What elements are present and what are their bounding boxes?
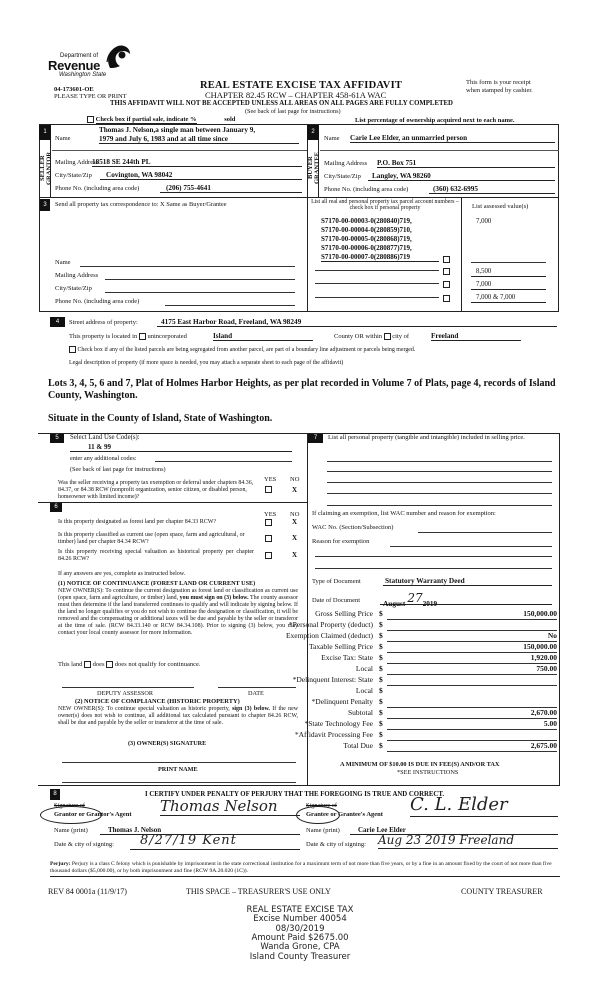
excise-tax-local-row: Local $ 750.00 xyxy=(355,664,557,673)
values-header: List assessed value(s) xyxy=(472,203,529,210)
does-not-checkbox[interactable] xyxy=(106,661,113,668)
grantee-sig-label-2: Grantee or Grantee's Agent xyxy=(306,811,383,818)
stamp-date: 08/30/2019 xyxy=(275,923,325,934)
section-7-badge: 7 xyxy=(308,434,323,443)
current-use-question: Is this property classified as current use (open space, farm and agricultural, or timber) land per chapter 84.34 RCW? xyxy=(58,532,245,545)
see-back-note: (See back of last page for instructions) xyxy=(245,108,341,115)
please-type: PLEASE TYPE OR PRINT xyxy=(54,93,127,100)
exemption-claimed[interactable]: No xyxy=(387,632,557,642)
reason-field[interactable] xyxy=(390,546,552,547)
grantee-circle xyxy=(296,806,340,824)
county-or-label: County OR within xyxy=(334,333,383,340)
print-name-field[interactable] xyxy=(62,782,187,783)
personal-property-field[interactable] xyxy=(327,471,552,472)
wac-field[interactable] xyxy=(418,532,552,533)
grantor-signature[interactable]: Thomas Nelson xyxy=(160,798,300,816)
receipt-note-2: when stamped by cashier. xyxy=(466,87,533,94)
segregated-checkbox[interactable] xyxy=(69,346,76,353)
perjury-label: Perjury: xyxy=(50,861,71,867)
buyer-mailing-label: Mailing Address xyxy=(324,160,368,167)
form-id: 04-173601-OE xyxy=(54,86,94,93)
partial-sale-row xyxy=(87,116,235,123)
legal-description: Lots 3, 4, 5, 6 and 7, Plat of Holmes Harbor Heights, as per plat recorded in Volume 7 of Plats, page 4, records of Island County, Washington. xyxy=(48,378,556,402)
historical-no-mark[interactable]: X xyxy=(292,551,298,559)
excise-tax-local[interactable]: 750.00 xyxy=(387,665,557,675)
taxable-selling-price[interactable]: 150,000.00 xyxy=(387,643,557,653)
perjury-notice xyxy=(50,861,560,877)
doc-date-day: 27 xyxy=(407,591,423,605)
notice2-bold: sign (3) below. xyxy=(232,706,270,712)
corr-mailing-label: Mailing Address xyxy=(55,272,99,279)
seller-city-label: City/State/Zip xyxy=(55,172,92,179)
current-use-no-mark[interactable]: X xyxy=(292,534,298,542)
personal-property-field[interactable] xyxy=(327,505,552,506)
buyer-city-label: City/State/Zip xyxy=(324,173,361,180)
affidavit-processing-fee-row: *Affidavit Processing Fee $ xyxy=(305,731,595,741)
qualify-row xyxy=(58,661,201,668)
reason-field[interactable] xyxy=(315,568,552,569)
historical-yes-checkbox[interactable] xyxy=(265,552,272,559)
seller-grantor-label: SELLER GRANTOR xyxy=(39,151,53,185)
excise-tax-state[interactable]: 1,920.00 xyxy=(387,654,557,664)
delinquent-interest-state[interactable] xyxy=(387,676,557,686)
see-instructions: *SEE INSTRUCTIONS xyxy=(397,769,459,776)
land-use-codes[interactable]: 11 & 99 xyxy=(70,443,292,452)
see-back-label: (See back of last page for instructions) xyxy=(70,466,166,473)
current-use-yes-checkbox[interactable] xyxy=(265,535,272,542)
grantee-name-label: Name (print) xyxy=(306,827,340,834)
city-of-label: city of xyxy=(392,333,410,340)
s6-yes-header: YES xyxy=(264,511,277,518)
city-checkbox[interactable] xyxy=(384,333,391,340)
notice1-bold: you must sign on (3) below. xyxy=(179,595,249,602)
state-technology-fee-row: *State Technology Fee $ 5.00 xyxy=(304,719,557,728)
buyer-phone-label: Phone No. (including area code) xyxy=(324,186,409,193)
grantor-date-city[interactable]: 8/27/19 Kent xyxy=(130,834,300,850)
grantor-date-label: Date & city of signing: xyxy=(54,841,114,848)
seller-phone[interactable]: (206) 755-4641 xyxy=(160,184,302,193)
grantee-signature[interactable]: C. L. Elder xyxy=(410,795,558,817)
personal-property-checkbox[interactable] xyxy=(443,295,450,302)
logo-revenue-text: Revenue xyxy=(48,58,101,73)
seller-name-line1[interactable]: Thomas J. Nelson,a single man between January 9, xyxy=(99,126,256,134)
deputy-assessor-label: DEPUTY ASSESSOR xyxy=(97,690,153,697)
land-use-label: Select Land Use Code(s): xyxy=(70,434,140,441)
seller-phone-label: Phone No. (including area code) xyxy=(55,185,140,192)
section-2-badge: 2 xyxy=(307,125,319,140)
gross-selling-price-row: Gross Selling Price $ 150,000.00 xyxy=(315,609,557,618)
assessed-value[interactable]: 7,000 xyxy=(471,281,546,290)
unincorporated-label: unincorporated xyxy=(147,333,187,340)
affidavit-processing-fee[interactable] xyxy=(387,731,557,741)
segregated-row xyxy=(69,346,415,354)
historical-question: Is this property receiving special valuation as historical property per chapter 84.26 RCW? xyxy=(58,549,254,562)
correspondence-label: Send all property tax correspondence to: X Same as Buyer/Grantee xyxy=(55,201,227,208)
treasurer-use-only: THIS SPACE – TREASURER'S USE ONLY xyxy=(186,887,331,896)
grantee-sig-label-1: Signature of xyxy=(306,802,337,809)
grantor-sig-label-2: Grantor or Grantor's Agent xyxy=(54,811,132,818)
section-5-badge: 5 xyxy=(50,434,64,443)
located-label: This property is located in xyxy=(69,333,138,340)
buyer-phone[interactable]: (360) 632-6995 xyxy=(429,185,555,194)
stamp-line-1: REAL ESTATE EXCISE TAX xyxy=(246,905,354,915)
notice2-body-b: If the new owner(s) does not wish to continue, all additional tax calculated pursuant to chapter 84.26 RCW, shall be due and payable by the seller or transferor at the time of sale. xyxy=(58,706,298,727)
segregated-label: Check box if any of the listed parcels are being segregated from another parcel, are part of a boundary line adjustment or parcels being merged. xyxy=(77,346,416,353)
personal-property-checkbox[interactable] xyxy=(443,256,450,263)
street-label: Street address of property: xyxy=(69,319,138,326)
buyer-name-label: Name xyxy=(324,135,340,142)
deputy-assessor-field[interactable] xyxy=(62,687,194,688)
logo-dept-text: Department of xyxy=(60,53,99,59)
delinquent-penalty[interactable] xyxy=(387,698,557,708)
exemption-claim-label: If claiming an exemption, list WAC number and reason for exemption: xyxy=(312,510,496,517)
does-checkbox[interactable] xyxy=(84,661,91,668)
owner-signature-field[interactable] xyxy=(62,762,187,763)
personal-property-deduct-row: *Personal Property (deduct) $ xyxy=(305,621,595,631)
stamp-amount-paid: Amount Paid $2675.00 xyxy=(251,933,349,944)
delinquent-penalty-row: *Delinquent Penalty $ xyxy=(305,698,595,708)
property-street[interactable]: 4175 East Harbor Road, Freeland, WA 98249 xyxy=(157,318,557,327)
situate-text: Situate in the County of Island, State of Washington. xyxy=(48,413,273,424)
assessor-date-field[interactable] xyxy=(218,687,296,688)
personal-property-field[interactable] xyxy=(327,482,552,483)
forest-yes-checkbox[interactable] xyxy=(265,519,272,526)
legal-label: Legal description of property (if more space is needed, you may attach a separate sheet to each page of the affidavit) xyxy=(69,360,344,366)
logo-state-text: Washington State xyxy=(59,72,107,78)
taxable-selling-price-row: Taxable Selling Price $ 150,000.00 xyxy=(308,642,557,651)
state-technology-fee[interactable]: 5.00 xyxy=(387,720,557,730)
yes-header: YES xyxy=(264,476,277,483)
parcel-number[interactable]: S7170-00-00003-0(280840)719, xyxy=(321,217,412,225)
parcel-number[interactable]: S7170-00-00007-0(280886)719 xyxy=(321,253,439,262)
seller-mailing-label: Mailing Address xyxy=(55,159,99,166)
buyer-name[interactable]: Carie Lee Elder, an unmarried person xyxy=(350,134,555,143)
reason-label: Reason for exemption xyxy=(312,538,370,545)
form-title: REAL ESTATE EXCISE TAX AFFIDAVIT xyxy=(200,80,403,91)
parcels-header: List all real and personal property tax parcel account numbers – check box if personal property xyxy=(311,199,459,212)
personal-property-label: List all personal property (tangible and intangible) included in selling price. xyxy=(328,434,525,441)
no-header: NO xyxy=(290,476,300,483)
certify-statement: I CERTIFY UNDER PENALTY OF PERJURY THAT THE FOREGOING IS TRUE AND CORRECT. xyxy=(145,791,445,798)
parcel-number[interactable]: S7170-00-00004-0(280859)710, xyxy=(321,226,412,234)
owner-signature-label: (3) OWNER(S) SIGNATURE xyxy=(128,740,207,747)
section-4-badge: 4 xyxy=(50,317,65,327)
form-subtitle: CHAPTER 82.45 RCW – CHAPTER 458-61A WAC xyxy=(205,90,387,100)
sold-label: sold xyxy=(224,116,236,123)
parcel-number[interactable]: S7170-00-00005-0(280868)719, xyxy=(321,235,412,243)
doc-date-year: 2019 xyxy=(422,599,438,608)
rev-number: REV 84 0001a (11/9/17) xyxy=(48,887,127,896)
if-yes-note: If any answers are yes, complete as instructed below. xyxy=(58,571,186,577)
forest-land-question: Is this property designated as forest land per chapter 84.33 RCW? xyxy=(58,519,217,525)
ownership-note: List percentage of ownership acquired next to each name. xyxy=(355,117,515,124)
s6-no-header: NO xyxy=(290,511,300,518)
assessed-value[interactable]: 8,500 xyxy=(471,268,546,277)
notice1-body-a: NEW OWNER(S): To continue the current designation as forest land or classification as current use (open space, farm and agriculture, or timber) land, xyxy=(58,588,298,602)
grantee-date-label: Date & city of signing: xyxy=(306,841,366,848)
doc-date-label: Date of Document xyxy=(312,597,361,604)
section-1-badge: 1 xyxy=(39,125,51,140)
section-8-badge: 8 xyxy=(50,789,60,800)
owner-signature-field[interactable] xyxy=(182,762,296,763)
parcel-field[interactable] xyxy=(315,297,439,298)
personal-property-field[interactable] xyxy=(327,493,552,494)
parcel-field[interactable] xyxy=(315,283,439,284)
additional-codes-label: enter any additional codes: xyxy=(70,455,137,462)
parcel-field[interactable] xyxy=(315,270,439,271)
wac-label: WAC No. (Section/Subsection) xyxy=(312,524,394,531)
personal-property-checkbox[interactable] xyxy=(443,281,450,288)
does-not-label: does not qualify for continuance. xyxy=(114,661,201,668)
does-label: does xyxy=(92,661,105,668)
corr-city-label: City/State/Zip xyxy=(55,285,92,292)
partial-sale-label: Check box if partial sale, indicate % xyxy=(95,116,197,123)
minimum-due-note: A MINIMUM OF $10.00 IS DUE IN FEE(S) AND/OR TAX xyxy=(340,761,500,768)
print-name-field[interactable] xyxy=(182,782,296,783)
treasurer-stamp xyxy=(200,906,400,962)
this-land-label: This land xyxy=(58,661,83,668)
total-due[interactable]: 2,675.00 xyxy=(387,742,557,752)
corr-name-field[interactable] xyxy=(80,266,295,267)
corr-phone-label: Phone No. (including area code) xyxy=(55,298,140,305)
delinquent-interest-state-row: *Delinquent Interest: State $ xyxy=(305,676,595,686)
seller-name-line2[interactable]: 1979 and July 6, 1983 and at all time since xyxy=(99,135,299,144)
stamp-treasurer-title: Island County Treasurer xyxy=(249,951,351,962)
county-treasurer-label: COUNTY TREASURER xyxy=(461,887,543,896)
notice1-body-b: The county assessor must then determine if the land transferred continues to qualify and will indicate by signing below. If the land no longer qualifies or you do not wish to continue the designation or classification, it will be removed and the compensating or additional taxes will be due and payable by the seller or transferor at the time of sale. (RCW 84.33.140 or RCW 84.34.108). Prior to signing (3) below, you may contact your local county assessor for more information. xyxy=(58,595,298,637)
additional-codes-field[interactable] xyxy=(155,461,292,462)
seller-city[interactable]: Covington, WA 98042 xyxy=(100,171,302,180)
total-due-row: Total Due $ 2,675.00 xyxy=(343,741,557,750)
parcel-number[interactable]: S7170-00-00006-0(280877)719, xyxy=(321,244,412,252)
doc-type[interactable]: Statutory Warranty Deed xyxy=(383,577,552,586)
subtotal-row: Subtotal $ 2,670.00 xyxy=(347,708,557,717)
buyer-city[interactable]: Langley, WA 98260 xyxy=(368,172,555,181)
notice2-body-a: NEW OWNER(S): To continue special valuation as historic property, xyxy=(58,706,233,712)
corr-phone-field[interactable] xyxy=(165,305,295,306)
notice2-body xyxy=(58,706,298,727)
city-row xyxy=(334,333,409,340)
corr-city-field[interactable] xyxy=(105,292,295,293)
grantor-circle xyxy=(40,806,102,824)
date-label: DATE xyxy=(248,690,264,697)
section-6-badge: 6 xyxy=(50,503,62,512)
receipt-note-1: This form is your receipt xyxy=(466,79,531,86)
personal-property-field[interactable] xyxy=(327,461,552,462)
notice2-title: (2) NOTICE OF COMPLIANCE (HISTORIC PROPERTY) xyxy=(75,698,240,705)
property-city[interactable]: Freeland xyxy=(431,332,521,341)
exemption-yes-checkbox[interactable] xyxy=(265,486,272,493)
exemption-no-mark[interactable]: X xyxy=(292,486,298,494)
grantor-name[interactable]: Thomas J. Nelson xyxy=(100,826,300,835)
correspondence-box xyxy=(39,197,308,312)
forest-no-mark[interactable]: X xyxy=(292,518,298,526)
dor-logo xyxy=(48,40,138,80)
delinquent-interest-local-row: Local $ xyxy=(305,687,595,697)
print-name-label: PRINT NAME xyxy=(158,766,198,773)
seller-name-label: Name xyxy=(55,135,71,142)
reason-field[interactable] xyxy=(315,556,552,557)
personal-property-deduct[interactable] xyxy=(387,621,557,631)
corr-mailing-field[interactable] xyxy=(105,279,295,280)
grantor-sig-label-1: Signature of xyxy=(54,802,85,809)
property-county[interactable]: Island xyxy=(213,332,313,341)
section-3-badge: 3 xyxy=(40,199,50,211)
notice1-body xyxy=(58,588,298,638)
subtotal[interactable]: 2,670.00 xyxy=(387,709,557,719)
unincorporated-checkbox[interactable] xyxy=(139,333,146,340)
stamp-treasurer-name: Wanda Grone, CPA xyxy=(260,942,340,953)
buyer-mailing[interactable]: P.O. Box 751 xyxy=(377,159,555,168)
stamp-excise-number: Excise Number 40054 xyxy=(253,914,347,925)
seller-mailing[interactable]: 18518 SE 244th PL xyxy=(92,158,302,167)
exemption-question: Was the seller receiving a property tax exemption or deferral under chapters 84.36, 84.37, or 84.38 RCW (nonprofit organization, senior citizen, or disabled person, homeowner with limited income)? xyxy=(58,480,254,501)
assessed-value[interactable]: 7,000 & 7,000 xyxy=(471,294,546,303)
affidavit-warning: THIS AFFIDAVIT WILL NOT BE ACCEPTED UNLESS ALL AREAS ON ALL PAGES ARE FULLY COMPLETED xyxy=(110,100,453,107)
grantee-name[interactable]: Carie Lee Elder xyxy=(350,826,558,835)
grantee-date-city[interactable]: Aug 23 2019 Freeland xyxy=(378,834,558,849)
doc-date[interactable] xyxy=(380,591,552,608)
doc-type-label: Type of Document xyxy=(312,578,361,585)
notice1-title: (1) NOTICE OF CONTINUANCE (FOREST LAND OR CURRENT USE) xyxy=(58,580,256,587)
personal-property-checkbox[interactable] xyxy=(443,268,450,275)
located-row xyxy=(69,333,187,340)
perjury-text: Perjury is a class C felony which is punishable by imprisonment in the state correctional institution for a maximum term of not more than five years, or by a fine in an amount fixed by the court of not more than five thousand dollars ($5,000.00), or by both imprisonment and fine (RCW 9A.20.020 (1C)). xyxy=(50,861,552,875)
exemption-claimed-row: Exemption Claimed (deduct) $ No xyxy=(285,631,557,640)
buyer-grantee-label: BUYER GRANTEE xyxy=(307,151,321,185)
gross-selling-price[interactable]: 150,000.00 xyxy=(387,610,557,620)
assessed-value[interactable]: 7,000 xyxy=(476,218,492,225)
doc-date-month: August xyxy=(383,599,406,608)
excise-tax-state-row: Excise Tax: State $ 1,920.00 xyxy=(321,653,557,662)
delinquent-interest-local[interactable] xyxy=(387,687,557,697)
grantor-name-label: Name (print) xyxy=(54,827,88,834)
partial-sale-checkbox[interactable] xyxy=(87,116,94,123)
corr-name-label: Name xyxy=(55,259,71,266)
wave-logo-icon xyxy=(104,42,132,70)
